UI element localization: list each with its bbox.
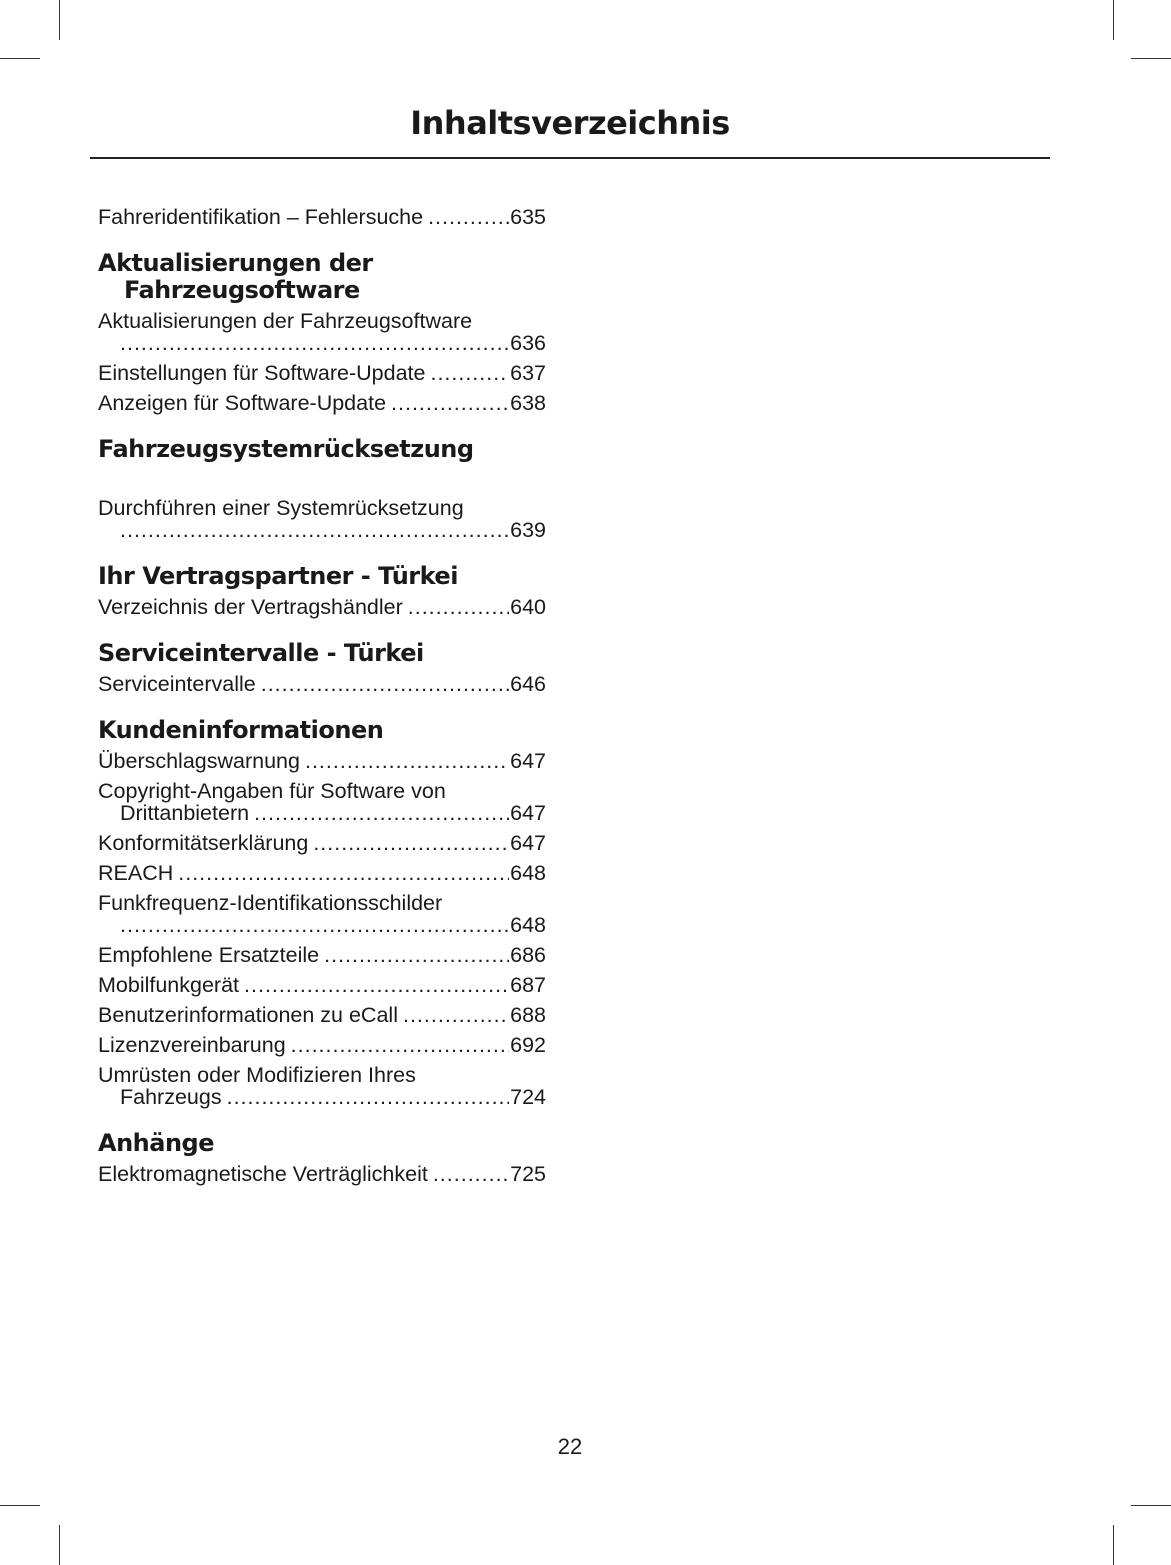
crop-mark	[1131, 1505, 1171, 1506]
toc-entry-page[interactable]: 687	[510, 973, 546, 997]
dot-leader	[428, 206, 509, 228]
toc-entry-title: Drittanbietern	[120, 801, 250, 825]
toc-entry-line	[98, 497, 546, 519]
dot-leader	[261, 673, 509, 695]
toc-entry[interactable]	[98, 362, 546, 384]
toc-entry-page[interactable]: 725	[510, 1162, 546, 1186]
toc-entry-page[interactable]: 647	[510, 831, 546, 855]
dot-leader	[244, 974, 509, 996]
toc-entry-page[interactable]: 637	[510, 361, 546, 385]
page-title: Inhaltsverzeichnis	[410, 104, 730, 142]
dot-leader	[254, 802, 509, 824]
toc-entry-page[interactable]: 686	[510, 943, 546, 967]
toc-entry[interactable]	[98, 596, 546, 618]
toc-entry[interactable]	[98, 1004, 546, 1026]
section-heading	[98, 436, 546, 463]
toc-entry-title: Serviceintervalle	[98, 672, 256, 696]
toc-entry[interactable]	[98, 497, 546, 541]
section-heading-line: Ihr Vertragspartner - Türkei	[98, 562, 458, 590]
section-heading	[98, 1130, 546, 1157]
toc-entry-title: Einstellungen für Software-Update	[98, 361, 426, 385]
toc-entry-title: Aktualisierungen der Fahrzeugsoftware	[98, 309, 473, 333]
crop-mark	[59, 1525, 60, 1565]
toc-entry-line	[98, 596, 546, 618]
section-heading	[98, 250, 546, 304]
dot-leader	[120, 914, 509, 936]
dot-leader	[178, 862, 509, 884]
toc-entry-line	[98, 206, 546, 228]
toc-entry-page[interactable]: 688	[510, 1003, 546, 1027]
crop-mark	[1131, 58, 1171, 59]
toc-entry-line	[98, 780, 546, 802]
toc-entry-page[interactable]: 648	[510, 861, 546, 885]
dot-leader	[291, 1034, 509, 1056]
toc-entry-title: Verzeichnis der Vertragshändler	[98, 595, 403, 619]
section-heading-line: Anhänge	[98, 1129, 214, 1157]
section-heading-line: Kundeninformationen	[98, 716, 384, 744]
toc-entry-line	[98, 519, 546, 541]
crop-mark	[0, 1505, 40, 1506]
toc-entry-line	[98, 750, 546, 772]
toc-entry-page[interactable]: 646	[510, 672, 546, 696]
toc-entry-page[interactable]: 692	[510, 1033, 546, 1057]
toc-entry[interactable]	[98, 892, 546, 936]
section-heading	[98, 717, 546, 744]
toc-entry[interactable]	[98, 673, 546, 695]
title-divider	[90, 157, 1050, 159]
toc-entry-title: Empfohlene Ersatzteile	[98, 943, 320, 967]
toc-entry-title: Benutzerinformationen zu eCall	[98, 1003, 398, 1027]
toc-entry-line	[98, 892, 546, 914]
toc-entry[interactable]	[98, 392, 546, 414]
page-number: 22	[557, 1434, 583, 1459]
dot-leader	[313, 832, 509, 854]
section-heading-line: Serviceintervalle - Türkei	[98, 639, 424, 667]
dot-leader	[227, 1086, 510, 1108]
toc-entry-line	[98, 1064, 546, 1086]
toc-entry-title: Funkfrequenz-Identifikationsschilder	[98, 891, 443, 915]
dot-leader	[430, 362, 509, 384]
dot-leader	[408, 596, 509, 618]
section-heading-line: Aktualisierungen der	[98, 249, 373, 277]
toc-entry[interactable]	[98, 974, 546, 996]
toc-entry-line	[98, 362, 546, 384]
toc-entry[interactable]	[98, 862, 546, 884]
toc-entry-line	[98, 832, 546, 854]
toc-entry-title: Anzeigen für Software-Update	[98, 391, 387, 415]
crop-mark	[0, 58, 40, 59]
toc-entry-title: REACH	[98, 861, 174, 885]
toc-entry-line	[98, 974, 546, 996]
dot-leader	[305, 750, 509, 772]
dot-leader	[120, 519, 509, 541]
crop-mark	[59, 0, 60, 40]
toc-entry-page[interactable]: 639	[510, 518, 546, 542]
toc-entry-line	[98, 310, 546, 332]
toc-entry-page[interactable]: 647	[510, 749, 546, 773]
toc-entry[interactable]	[98, 750, 546, 772]
toc-entry-title: Copyright-Angaben für Software von	[98, 779, 446, 803]
toc-entry[interactable]	[98, 310, 546, 354]
toc-entry-page[interactable]: 635	[510, 205, 546, 229]
toc-entry-line	[98, 1034, 546, 1056]
toc-entry[interactable]	[98, 206, 546, 228]
section-heading	[98, 563, 546, 590]
crop-mark	[1113, 1525, 1114, 1565]
table-of-contents	[98, 206, 546, 1193]
toc-entry-line	[98, 1004, 546, 1026]
toc-entry-page[interactable]: 640	[510, 595, 546, 619]
toc-entry[interactable]	[98, 832, 546, 854]
toc-entry-title: Umrüsten oder Modifizieren Ihres	[98, 1063, 416, 1087]
toc-entry-page[interactable]: 647	[510, 801, 546, 825]
dot-leader	[120, 332, 509, 354]
toc-entry-line	[98, 802, 546, 824]
toc-entry-page[interactable]: 636	[510, 331, 546, 355]
toc-entry-line	[98, 673, 546, 695]
toc-entry-page[interactable]: 648	[510, 913, 546, 937]
toc-entry-title: Durchführen einer Systemrücksetzung	[98, 496, 464, 520]
section-heading	[98, 640, 546, 667]
toc-entry-title: Fahreridentifikation – Fehlersuche	[98, 205, 424, 229]
toc-entry-title: Fahrzeugs	[120, 1085, 222, 1109]
toc-entry-title: Mobilfunkgerät	[98, 973, 240, 997]
dot-leader	[391, 392, 509, 414]
toc-entry-title: Elektromagnetische Verträglichkeit	[98, 1162, 428, 1186]
toc-entry[interactable]	[98, 944, 546, 966]
toc-entry[interactable]	[98, 780, 546, 824]
dot-leader	[324, 944, 509, 966]
dot-leader	[433, 1163, 509, 1185]
toc-entry-line	[98, 332, 546, 354]
dot-leader	[403, 1004, 509, 1026]
toc-entry-page[interactable]: 724	[510, 1085, 546, 1109]
toc-entry[interactable]	[98, 1064, 546, 1108]
toc-entry-line	[98, 1086, 546, 1108]
toc-entry-line	[98, 862, 546, 884]
toc-entry-title: Überschlagswarnung	[98, 749, 300, 773]
toc-entry-line	[98, 1163, 546, 1185]
toc-entry[interactable]	[98, 1163, 546, 1185]
toc-entry-page[interactable]: 638	[510, 391, 546, 415]
toc-entry-line	[98, 914, 546, 936]
section-heading-line: Fahrzeugsoftware	[124, 276, 360, 304]
toc-entry-title: Konformitätserklärung	[98, 831, 309, 855]
toc-entry-line	[98, 392, 546, 414]
toc-entry[interactable]	[98, 1034, 546, 1056]
toc-entry-title: Lizenzvereinbarung	[98, 1033, 286, 1057]
section-heading-line: Fahrzeugsystemrücksetzung	[98, 435, 474, 463]
toc-entry-line	[98, 944, 546, 966]
crop-mark	[1113, 0, 1114, 40]
